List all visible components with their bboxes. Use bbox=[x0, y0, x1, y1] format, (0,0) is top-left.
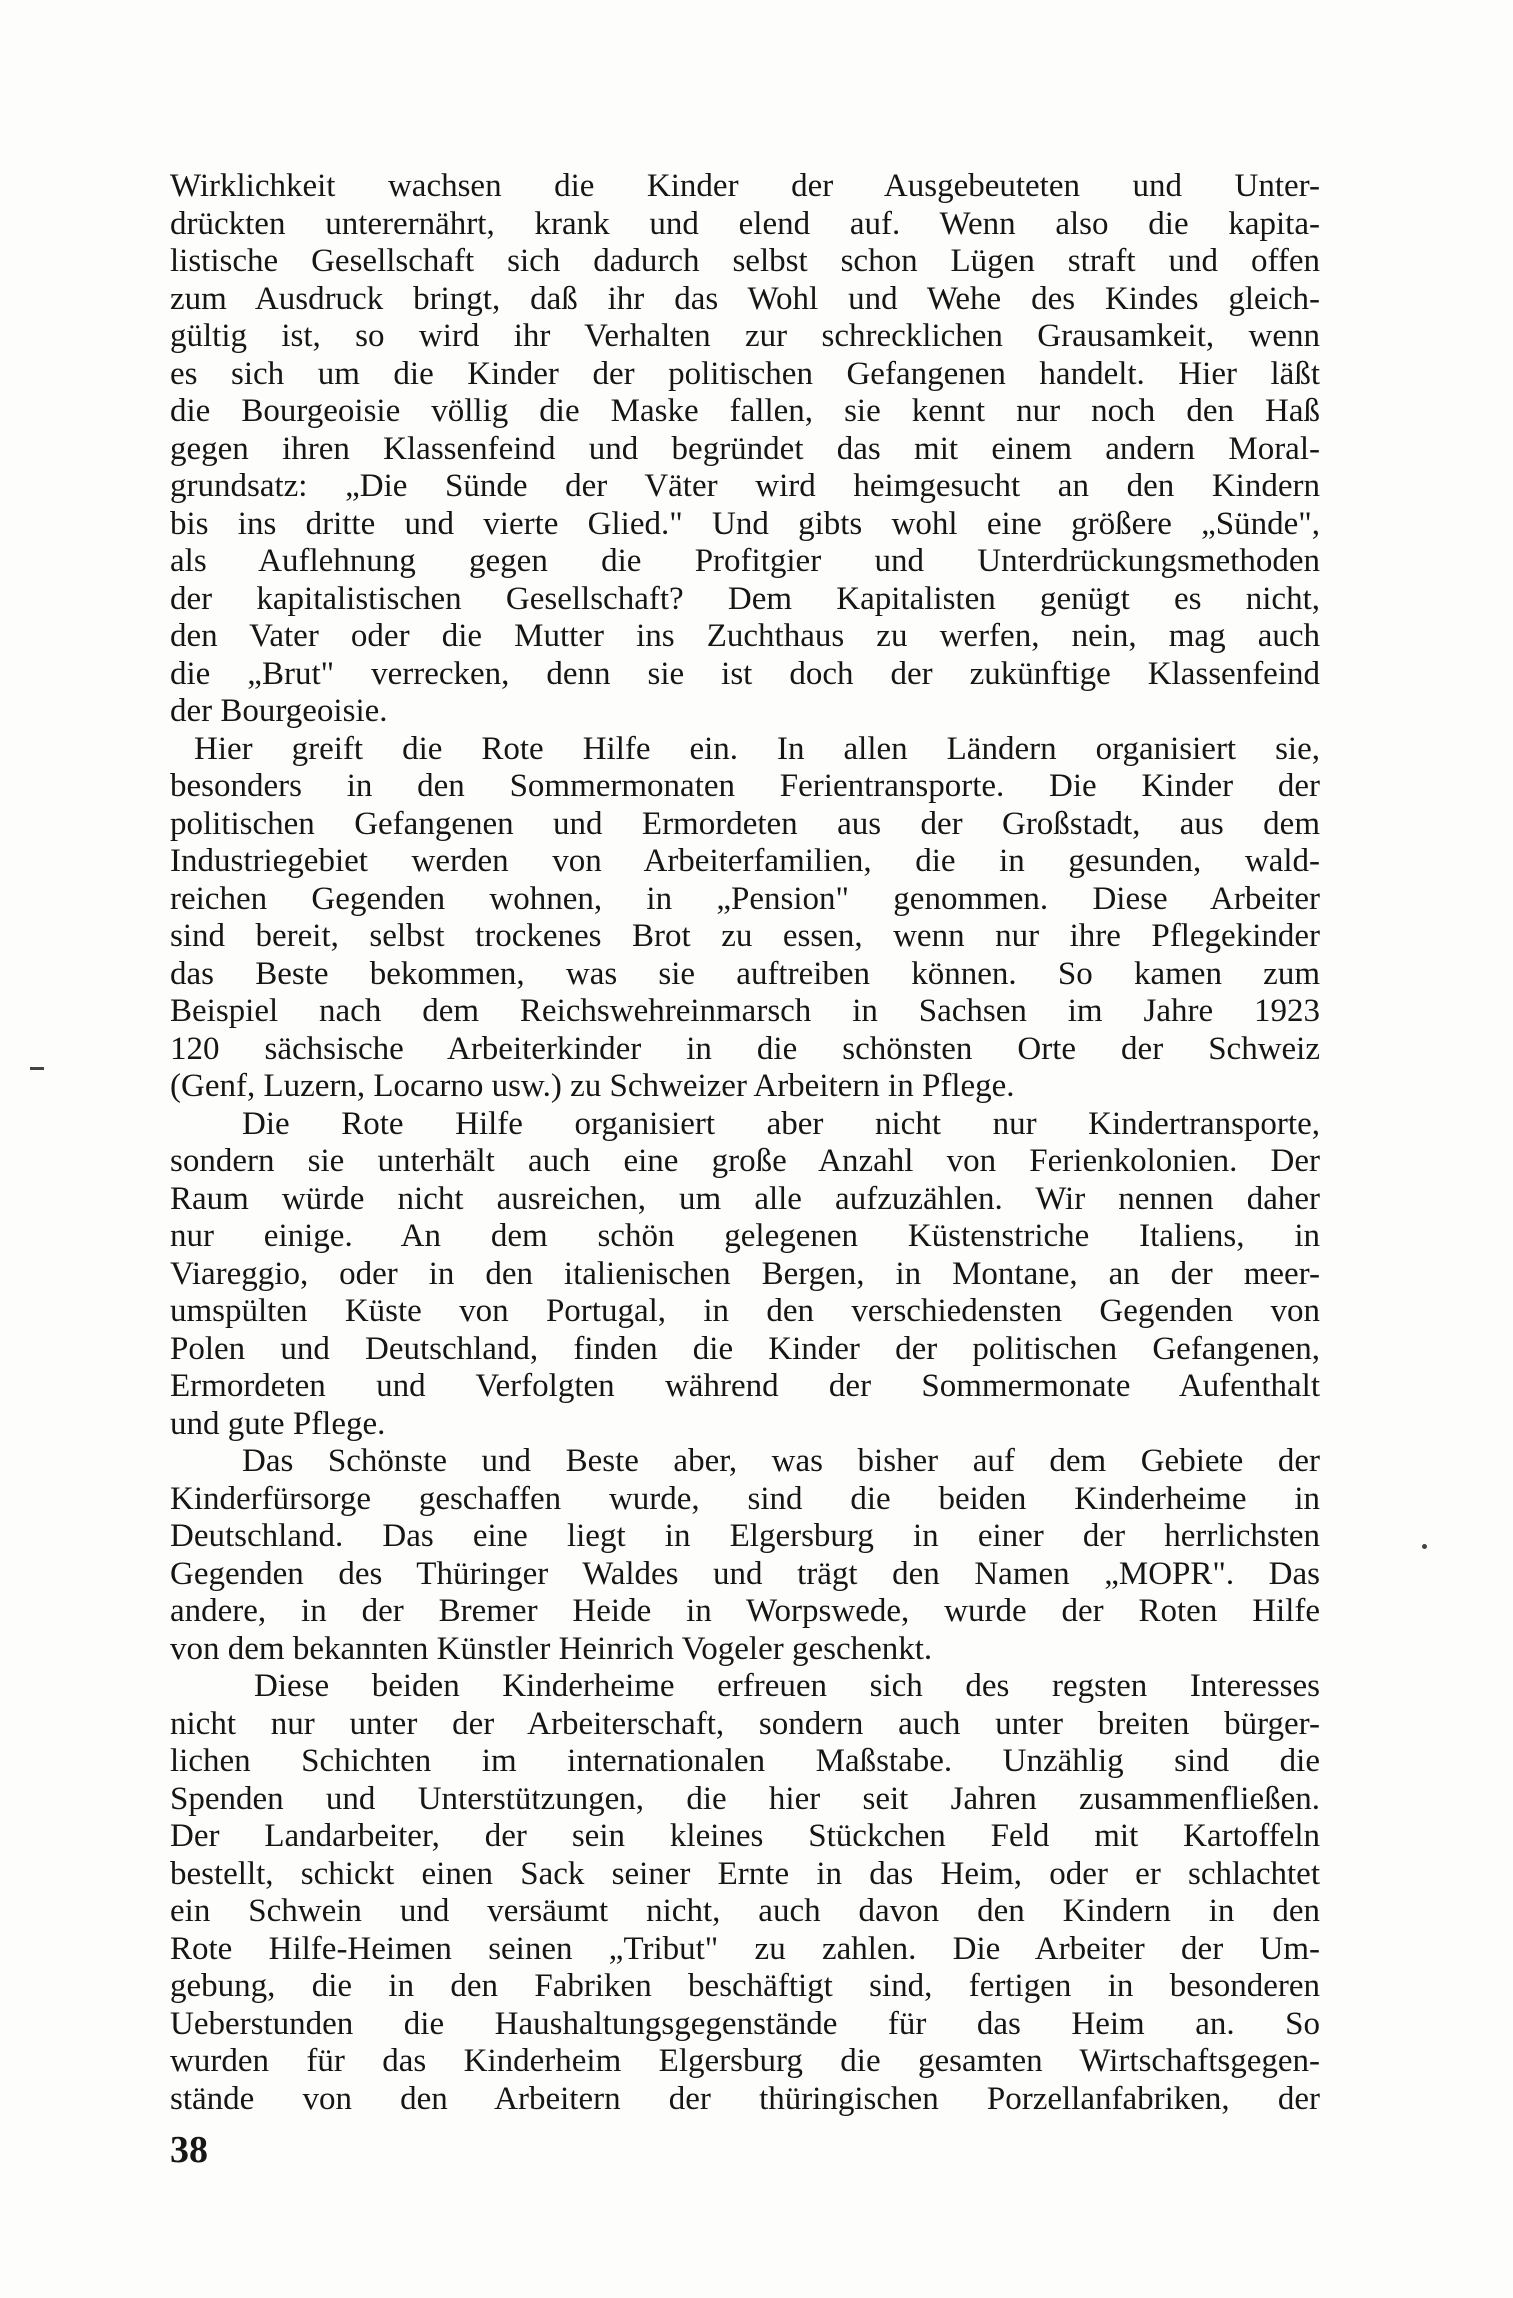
text-line: lichen Schichten im internationalen Maßstabe. Unzählig sind die bbox=[170, 1743, 1320, 1779]
text-line: Die Rote Hilfe organisiert aber nicht nur Kindertransporte, bbox=[242, 1105, 1320, 1142]
text-line: bestellt, schickt einen Sack seiner Ernte in das Heim, oder er schlachtet bbox=[170, 1855, 1320, 1892]
text-line: Ueberstunden die Haushaltungsgegenstände für das Heim an. So bbox=[170, 2005, 1320, 2042]
text-line: Kinderfürsorge geschaffen wurde, sind die beiden Kinderheime in bbox=[170, 1480, 1320, 1517]
text-line: nur einige. An dem schön gelegenen Küstenstriche Italiens, in bbox=[170, 1218, 1320, 1254]
text-line: (Genf, Luzern, Locarno usw.) zu Schweizer Arbeitern in Pflege. bbox=[170, 1068, 1015, 1104]
text-line: Wirklichkeit wachsen die Kinder der Ausgebeuteten und Unter- bbox=[170, 168, 1320, 204]
text-line: 120 sächsische Arbeiterkinder in die schönsten Orte der Schweiz bbox=[170, 1030, 1320, 1067]
text-line: politischen Gefangenen und Ermordeten aus der Großstadt, aus dem bbox=[170, 805, 1320, 842]
text-line: Industriegebiet werden von Arbeiterfamilien, die in gesunden, wald- bbox=[170, 843, 1320, 879]
text-line: Raum würde nicht ausreichen, um alle aufzuzählen. Wir nennen daher bbox=[170, 1180, 1320, 1217]
text-line: und gute Pflege. bbox=[170, 1405, 386, 1442]
text-line: gebung, die in den Fabriken beschäftigt sind, fertigen in besonderen bbox=[170, 1968, 1320, 2004]
text-line: das Beste bekommen, was sie auftreiben können. So kamen zum bbox=[170, 955, 1320, 992]
text-line: gültig ist, so wird ihr Verhalten zur schrecklichen Grausamkeit, wenn bbox=[170, 318, 1320, 354]
text-line: Das Schönste und Beste aber, was bisher auf dem Gebiete der bbox=[242, 1443, 1320, 1479]
text-line: Der Landarbeiter, der sein kleines Stückchen Feld mit Kartoffeln bbox=[170, 1818, 1320, 1854]
text-line: gegen ihren Klassenfeind und begründet das mit einem andern Moral- bbox=[170, 430, 1320, 467]
body-text bbox=[170, 168, 1320, 2118]
text-line: reichen Gegenden wohnen, in „Pension" genommen. Diese Arbeiter bbox=[170, 880, 1320, 917]
text-line: Ermordeten und Verfolgten während der Sommermonate Aufenthalt bbox=[170, 1368, 1320, 1404]
text-line: Deutschland. Das eine liegt in Elgersburg in einer der herrlichsten bbox=[170, 1518, 1320, 1554]
margin-dash-mark bbox=[30, 1067, 44, 1070]
text-line: Polen und Deutschland, finden die Kinder der politischen Gefangenen, bbox=[170, 1330, 1320, 1367]
text-line: grundsatz: „Die Sünde der Väter wird heimgesucht an den Kindern bbox=[170, 468, 1320, 504]
text-line: Gegenden des Thüringer Waldes und trägt den Namen „MOPR". Das bbox=[170, 1555, 1320, 1592]
text-line: die „Brut" verrecken, denn sie ist doch der zukünftige Klassenfeind bbox=[170, 655, 1320, 692]
text-line: sind bereit, selbst trockenes Brot zu essen, wenn nur ihre Pflegekinder bbox=[170, 918, 1320, 954]
text-line: zum Ausdruck bringt, daß ihr das Wohl und Wehe des Kindes gleich- bbox=[170, 280, 1320, 317]
text-line: der kapitalistischen Gesellschaft? Dem Kapitalisten genügt es nicht, bbox=[170, 580, 1320, 617]
text-line: stände von den Arbeitern der thüringischen Porzellanfabriken, der bbox=[170, 2080, 1320, 2117]
text-line: umspülten Küste von Portugal, in den verschiedensten Gegenden von bbox=[170, 1293, 1320, 1329]
text-line: ein Schwein und versäumt nicht, auch davon den Kindern in den bbox=[170, 1893, 1320, 1929]
text-line: die Bourgeoisie völlig die Maske fallen, sie kennt nur noch den Haß bbox=[170, 393, 1320, 429]
text-line: Hier greift die Rote Hilfe ein. In allen Ländern organisiert sie, bbox=[194, 730, 1320, 767]
text-line: den Vater oder die Mutter ins Zuchthaus zu werfen, nein, mag auch bbox=[170, 618, 1320, 654]
text-line: als Auflehnung gegen die Profitgier und Unterdrückungsmethoden bbox=[170, 543, 1320, 579]
page-number: 38 bbox=[170, 2129, 208, 2171]
text-line: listische Gesellschaft sich dadurch selbst schon Lügen straft und offen bbox=[170, 243, 1320, 279]
text-line: Diese beiden Kinderheime erfreuen sich des regsten Interesses bbox=[254, 1668, 1320, 1704]
text-line: nicht nur unter der Arbeiterschaft, sondern auch unter breiten bürger- bbox=[170, 1705, 1320, 1742]
text-line: Beispiel nach dem Reichswehreinmarsch in Sachsen im Jahre 1923 bbox=[170, 993, 1320, 1029]
text-line: Viareggio, oder in den italienischen Bergen, in Montane, an der meer- bbox=[170, 1255, 1320, 1292]
text-line: Spenden und Unterstützungen, die hier seit Jahren zusammenfließen. bbox=[170, 1780, 1320, 1817]
text-line: es sich um die Kinder der politischen Gefangenen handelt. Hier läßt bbox=[170, 355, 1320, 392]
text-line: von dem bekannten Künstler Heinrich Vogeler geschenkt. bbox=[170, 1630, 933, 1667]
margin-dot-mark bbox=[1422, 1544, 1427, 1549]
text-line: besonders in den Sommermonaten Ferientransporte. Die Kinder der bbox=[170, 768, 1320, 804]
text-line: der Bourgeoisie. bbox=[170, 693, 388, 729]
text-line: Rote Hilfe-Heimen seinen „Tribut" zu zahlen. Die Arbeiter der Um- bbox=[170, 1930, 1320, 1967]
text-line: drückten unterernährt, krank und elend auf. Wenn also die kapita- bbox=[170, 205, 1320, 242]
text-line: sondern sie unterhält auch eine große Anzahl von Ferienkolonien. Der bbox=[170, 1143, 1320, 1179]
text-line: wurden für das Kinderheim Elgersburg die gesamten Wirtschaftsgegen- bbox=[170, 2043, 1320, 2079]
text-line: andere, in der Bremer Heide in Worpswede, wurde der Roten Hilfe bbox=[170, 1593, 1320, 1629]
text-line: bis ins dritte und vierte Glied." Und gibts wohl eine größere „Sünde", bbox=[170, 505, 1320, 542]
